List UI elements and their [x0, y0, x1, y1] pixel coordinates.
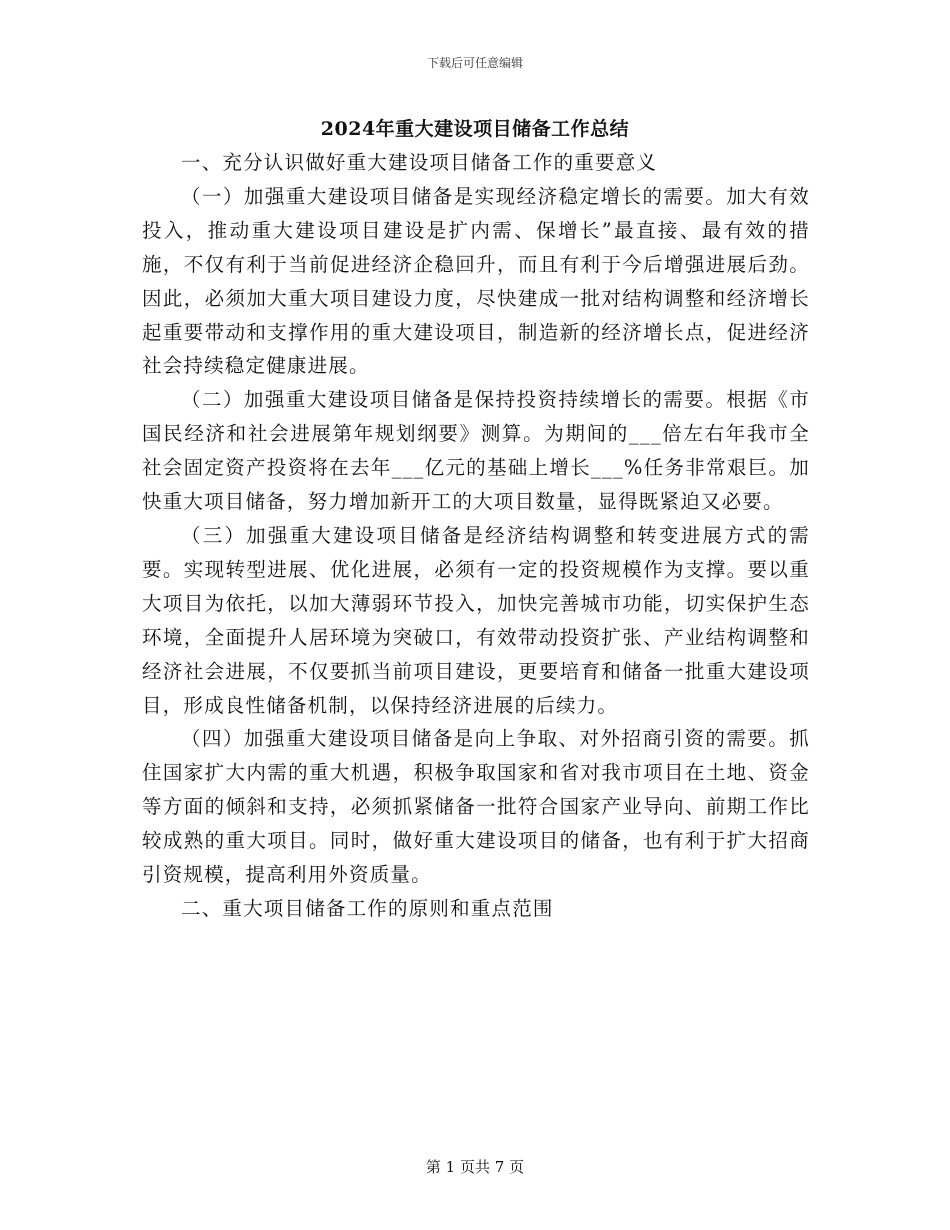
section-heading-1: 一、充分认识做好重大建设项目储备工作的重要意义: [181, 151, 658, 174]
header-note: 下载后可任意编辑: [426, 56, 523, 70]
paragraph-3: （三）加强重大建设项目储备是经济结构调整和转变进展方式的需要。实现转型进展、优化进展，必须有一定的投资规模作为支撑。要以重大项目为依托，以加大薄弱环节投入，加快完善城市功能，切实保护生态环境，全面提升人居环境为突破口，有效带动投资扩张、产业结构调整和经济社会进展，不仅要抓当前项目建设，更要培育和储备一批重大建设项目，形成良性储备机制，以保持经济进展的后续力。: [142, 523, 810, 717]
section-heading-2: 二、重大项目储备工作的原则和重点范围: [181, 896, 554, 920]
paragraph-4: （四）加强重大建设项目储备是向上争取、对外招商引资的需要。抓住国家扩大内需的重大机遇，积极争取国家和省对我市项目在土地、资金等方面的倾斜和支持，必须抓紧储备一批符合国家产业导向、前期工作比较成熟的重大项目。同时，做好重大建设项目的储备，也有利于扩大招商引资规模，提高利用外资质量。: [142, 727, 810, 887]
paragraph-2: （二）加强重大建设项目储备是保持投资持续增长的需要。根据《市国民经济和社会进展第年规划纲要》测算。为期间的___倍左右年我市全社会固定资产投资将在去年___亿元的基础上增长___%任务非常艰巨。加快重大项目储备，努力增加新开工的大项目数量，显得既紧迫又必要。: [142, 388, 810, 514]
document-title: 2024年重大建设项目储备工作总结: [320, 118, 630, 140]
paragraph-1: （一）加强重大建设项目储备是实现经济稳定增长的需要。加大有效投入，推动重大建设项目建设是扩内需、保增长”最直接、最有效的措施，不仅有利于当前促进经济企稳回升，而且有利于今后增强进展后劲。因此，必须加大重大项目建设力度，尽快建成一批对结构调整和经济增长起重要带动和支撑作用的重大建设项目，制造新的经济增长点，促进经济社会持续稳定健康进展。: [142, 184, 810, 378]
page-number: 第 1 页共 7 页: [425, 1158, 525, 1176]
document-body: [142, 146, 810, 926]
